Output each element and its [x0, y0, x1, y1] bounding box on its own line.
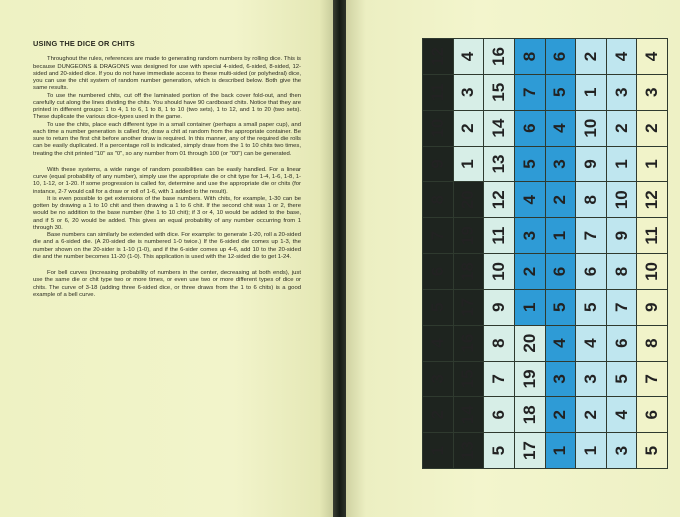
chit-cell: 16 — [484, 39, 515, 75]
chit-cell: 9 — [606, 218, 637, 254]
chit-cell: 10 — [637, 254, 668, 290]
chit-cell: 4 — [514, 182, 545, 218]
chit-cell: 18 — [453, 254, 484, 290]
chit-row — [484, 39, 515, 469]
chit-cell: 12 — [423, 39, 454, 75]
chit-row — [637, 39, 668, 469]
chit-cell: 3 — [514, 218, 545, 254]
chit-cell: 3 — [576, 361, 607, 397]
paragraph-intro: Throughout the rules, references are made to generating random numbers by rolling dice. This is because DUNGEONS & DRAGONS was designed for use with special 4-sided, 6-sided, 8-sided, 12-sided and 20-sided dice. If you do not have immediate access to these multi-sided (or polyhedral) dice, you can use the chit system of random number generation, which is described below. Both give the same results. — [33, 56, 301, 92]
chit-cell: 20 — [514, 325, 545, 361]
chit-cell: 4 — [637, 39, 668, 75]
chit-row — [453, 39, 484, 469]
chit-cell: 9 — [484, 289, 515, 325]
chit-cell: 9 — [423, 146, 454, 182]
chit-cell: 15 — [484, 74, 515, 110]
left-page — [0, 0, 333, 517]
paragraph-extensions-dice: Base numbers can similarly be extended with dice. For example: to generate 1-20, roll a 20-sided die and a 6-sided die. (A 20-sided die is numbered 1-0 twice.) If the 6-sided die comes up 1-3, the number shown on the 20-sider is 1-10 (1-0), and if the 6-sider comes up 4-6, add 10 to the 20-sided die and the number becomes 11-20 (1-0). This application is used with the 12-sided die to get 1-24. — [33, 232, 301, 260]
paragraph-drawing-chits: To use the chits, place each different type in a small container (perhaps a small paper cup), and each time a number generation is called for, draw a chit at random from the appropriate container. Be sure to return the first chit before another draw is required. In this manner, any of the required die rolls can be easily duplicated. If a percentage roll is indicated, simply draw from the 1 to 10 chits two times, treating the chit printed "10" as "0", so any number from 01 through 100 (or "00") can be generated. — [33, 121, 301, 157]
instructions-text — [33, 40, 301, 299]
chit-cell: 2 — [545, 397, 576, 433]
chit-cell: 11 — [484, 218, 515, 254]
chit-cell: 14 — [484, 110, 515, 146]
chit-table — [422, 38, 668, 469]
chit-cell: 1 — [514, 289, 545, 325]
chit-cell: 6 — [576, 254, 607, 290]
chit-cell: 8 — [606, 254, 637, 290]
chit-cell: 2 — [453, 110, 484, 146]
chit-cell: 6 — [514, 110, 545, 146]
chit-table-container — [422, 38, 668, 469]
chit-cell: 5 — [545, 74, 576, 110]
chit-cell: 12 — [484, 182, 515, 218]
chit-cell: 6 — [423, 254, 454, 290]
chit-cell: 4 — [545, 325, 576, 361]
chit-cell: 1 — [545, 218, 576, 254]
chit-cell: 10 — [606, 182, 637, 218]
chit-cell: 1 — [637, 146, 668, 182]
chit-cell: 7 — [514, 74, 545, 110]
chit-row — [423, 39, 454, 469]
chit-row — [545, 39, 576, 469]
chit-cell: 5 — [637, 433, 668, 469]
chit-cell: 17 — [453, 289, 484, 325]
chit-cell: 7 — [606, 289, 637, 325]
chit-cell: 9 — [637, 289, 668, 325]
chit-cell: 3 — [606, 74, 637, 110]
chit-cell: 11 — [637, 218, 668, 254]
chit-cell: 9 — [576, 146, 607, 182]
chit-cell: 19 — [514, 361, 545, 397]
chit-cell: 8 — [576, 182, 607, 218]
chit-cell: 6 — [545, 254, 576, 290]
chit-cell: 2 — [576, 397, 607, 433]
chit-cell: 20 — [453, 182, 484, 218]
chit-cell: 7 — [484, 361, 515, 397]
chit-cell: 3 — [637, 74, 668, 110]
chit-cell: 10 — [423, 110, 454, 146]
chit-cell: 4 — [423, 325, 454, 361]
chit-cell: 2 — [576, 39, 607, 75]
chit-cell: 8 — [637, 325, 668, 361]
chit-cell: 10 — [484, 254, 515, 290]
chit-cell: 6 — [637, 397, 668, 433]
chit-cell: 5 — [423, 289, 454, 325]
chit-cell: 1 — [576, 433, 607, 469]
chit-cell: 5 — [606, 361, 637, 397]
chit-cell: 4 — [453, 39, 484, 75]
chit-row — [514, 39, 545, 469]
paragraph-bell-curves: For bell curves (increasing probability of numbers in the center, decreasing at both ends), just use the same die or chit type two or more times, or even use two or more different types of dice or chits. The curve of 3-18 (adding three 6-sided dice, or three draws from the 1 to 6 chits) is a good example of a bell curve. — [33, 270, 301, 298]
chit-row — [606, 39, 637, 469]
chit-cell: 4 — [606, 397, 637, 433]
chit-cell: 19 — [453, 218, 484, 254]
chit-cell: 5 — [514, 146, 545, 182]
chit-cell: 3 — [545, 146, 576, 182]
chit-cell: 2 — [545, 182, 576, 218]
chit-cell: 7 — [423, 218, 454, 254]
chit-row — [576, 39, 607, 469]
chit-cell: 18 — [514, 397, 545, 433]
chit-cell: 1 — [423, 433, 454, 469]
chit-cell: 3 — [453, 74, 484, 110]
chit-cell: 17 — [514, 433, 545, 469]
chit-cell: 4 — [576, 325, 607, 361]
chit-cell: 10 — [576, 110, 607, 146]
chit-cell: 13 — [484, 146, 515, 182]
chit-cell: 14 — [453, 397, 484, 433]
chit-cell: 2 — [514, 254, 545, 290]
chit-cell: 5 — [484, 433, 515, 469]
chit-cell: 7 — [576, 218, 607, 254]
chit-cell: 5 — [576, 289, 607, 325]
chit-cell: 6 — [484, 397, 515, 433]
section-heading: USING THE DICE OR CHITS — [33, 39, 135, 48]
chit-cell: 4 — [545, 110, 576, 146]
chit-cell: 11 — [423, 74, 454, 110]
paragraph-linear-curve: With these systems, a wide range of random possibilities can be easily handled. For a linear curve (equal probability of any number), simply use the appropriate die or chit type for 1-4, 1-6, 1-8, 1-10, 1-12, or 1-20. If some progression is called for, determine and use the appropriate die or chits (for instance, 2-7 would call for a draw or roll of 1-6, with 1 added to the result). — [33, 166, 301, 195]
chit-cell: 6 — [606, 325, 637, 361]
chit-cell: 3 — [545, 361, 576, 397]
chit-cell: 8 — [514, 39, 545, 75]
chit-cell: 6 — [545, 39, 576, 75]
chit-cell: 1 — [606, 146, 637, 182]
chit-cell: 16 — [453, 325, 484, 361]
chit-cell: 3 — [606, 433, 637, 469]
chit-cell: 5 — [545, 289, 576, 325]
chit-cell: 4 — [606, 39, 637, 75]
paragraph-cutting-chits: To use the numbered chits, cut off the laminated portion of the back cover fold-out, and then carefully cut along the lines dividing the chits. You should have 90 cardboard chits. Notice that they are printed in different groups: 1 to 4, 1 to 6, 1 to 8, 1 to 10 (two sets), 1 to 12, and 1 to 20 (two sets). These duplicate the various dice-types used in the game. — [33, 92, 301, 121]
chit-cell: 12 — [637, 182, 668, 218]
chit-cell: 13 — [453, 433, 484, 469]
chit-cell: 8 — [484, 325, 515, 361]
chit-cell: 8 — [423, 182, 454, 218]
chit-cell: 15 — [453, 361, 484, 397]
chit-cell: 3 — [423, 361, 454, 397]
book-gutter — [333, 0, 346, 517]
chit-cell: 2 — [606, 110, 637, 146]
chit-cell: 7 — [637, 361, 668, 397]
chit-cell: 1 — [545, 433, 576, 469]
chit-cell: 1 — [453, 146, 484, 182]
chit-cell: 1 — [576, 74, 607, 110]
paragraph-extensions-chits: It is even possible to get extensions of the base numbers. With chits, for example, 1-30 can be gotten by drawing a 1 to 10 chit and then drawing a 1 to 6 chit. If the second chit was 1 or 2, there would be no addition to the base number (the 1 to 10 chit); if 3 or 4, 10 would be added to the base, and if 5 or 6, 20 would be added. This gives an equal probability of any number occurring from 1 through 30. — [33, 195, 301, 231]
chit-cell: 2 — [423, 397, 454, 433]
chit-cell: 2 — [637, 110, 668, 146]
